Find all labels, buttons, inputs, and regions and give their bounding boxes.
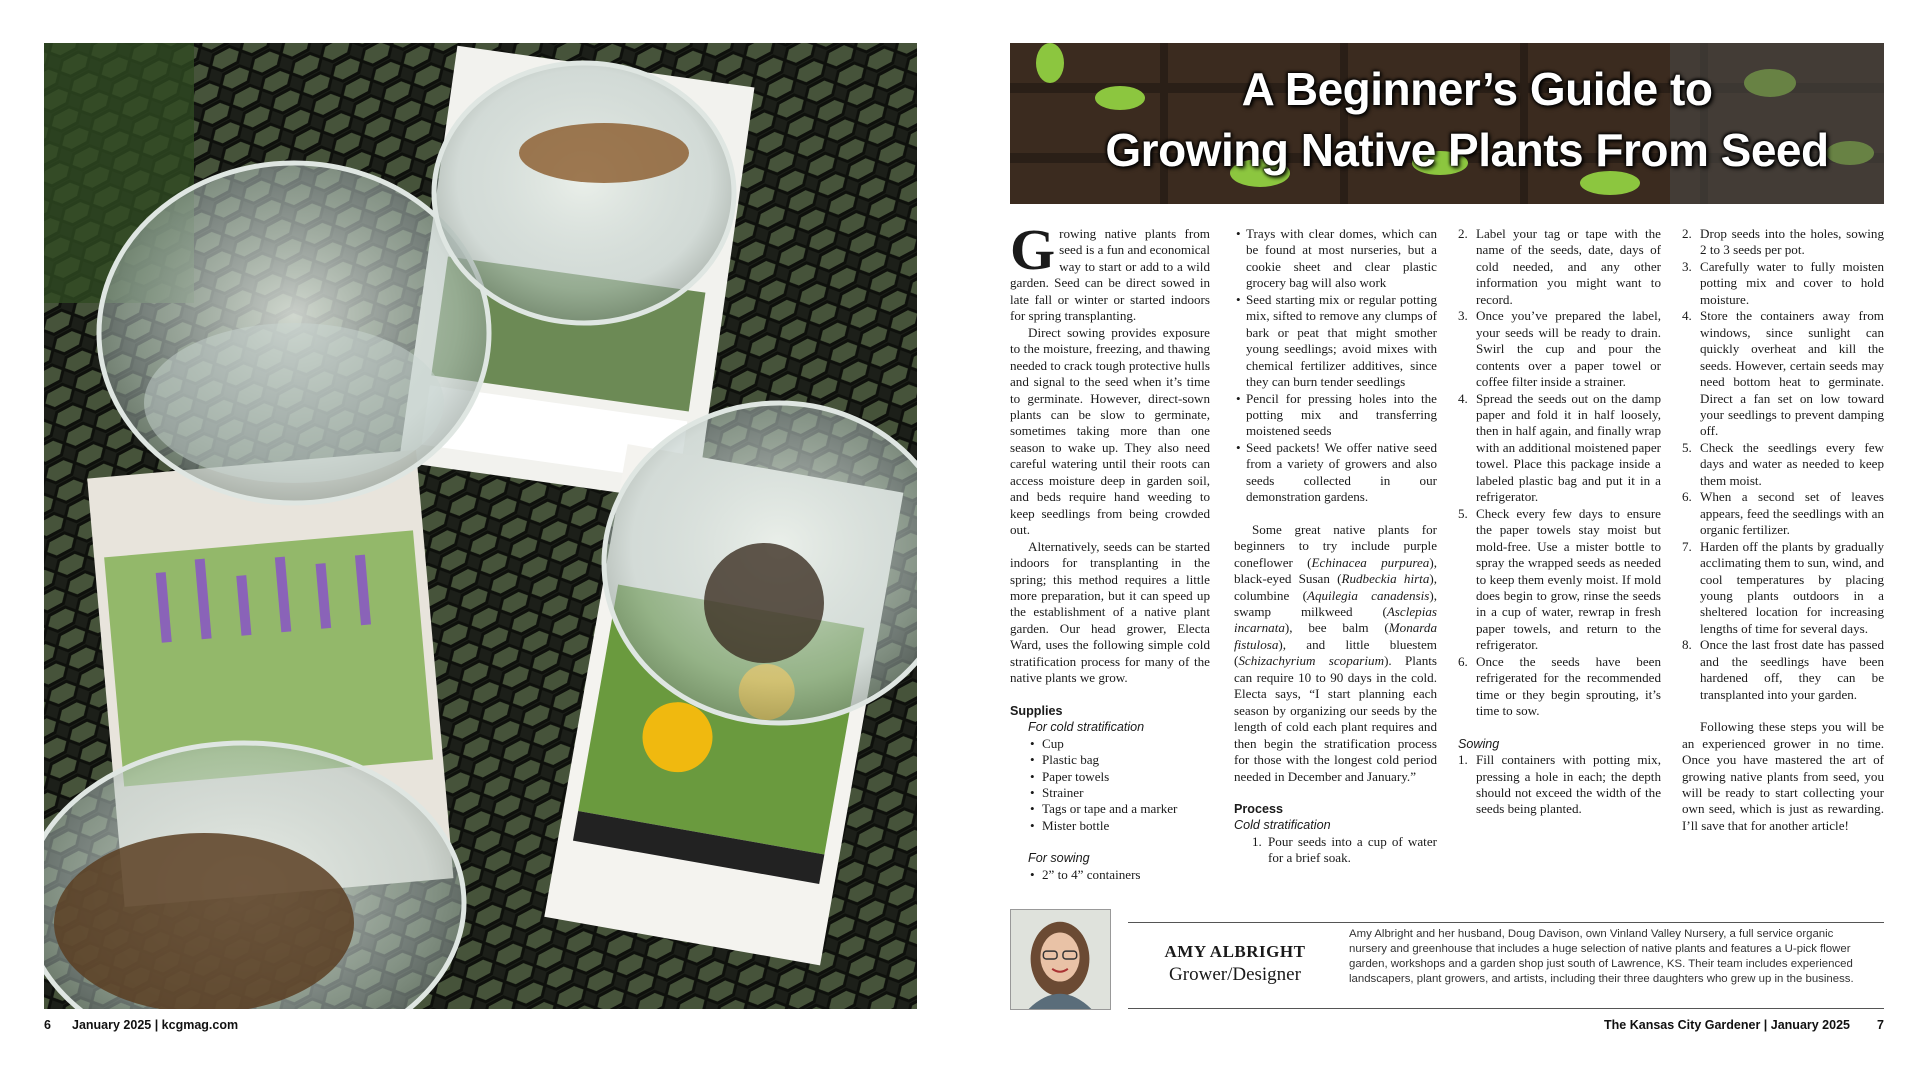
author-portrait [1011, 910, 1110, 1009]
intro-paragraph [1010, 217, 1211, 325]
sowing-heading: Sowing [1458, 736, 1500, 751]
list-item: • Pencil for pressing holes into the potting mix and transferring moistened seeds [1234, 391, 1437, 440]
list-item: 3. Once you’ve prepared the label, your seeds will be ready to drain. Swirl the cup and pour the contents over a paper towel or coffee filter inside a strainer. [1458, 308, 1661, 390]
sowing-supplies-continued [1234, 226, 1437, 506]
author-bio: Amy Albright and her husband, Doug Davison, own Vinland Valley Nursery, a full service organic nursery and greenhouse that includes a huge selection of native plants and features a U-pick flower garden, workshops and a garden shop just south of Lawrence, KS. Their team includes experienced landscapers, plant growers, and artists, including their three daughters who grew up in the business. [1349, 928, 1854, 985]
process-heading: Process [1234, 801, 1284, 816]
list-item: 4. Store the containers away from windows, since sunlight can quickly overheat and kill the seeds. However, certain seeds may need bottom heat to germinate. Direct a fan set on low toward your seedlings to prevent damping off. [1682, 308, 1884, 439]
cold-supplies-list [1010, 736, 1210, 835]
drop-cap: G [1010, 217, 1056, 282]
author-divider-top [1128, 922, 1884, 923]
right-page-number: 7 [1877, 1018, 1884, 1032]
closing-paragraph: Following these steps you will be an experienced grower in no time. Once you have mastered the art of growing native plants from seed, you will be ready to start collecting your own seed, which is just as rewarding. I’ll save that for another article! [1682, 719, 1884, 833]
list-item: • Strainer [1010, 785, 1210, 801]
list-item: 5. Check every few days to ensure the paper towels stay moist but mold-free. Use a mister bottle to spray the wrapped seeds as needed to keep them evenly moist. If mold does begin to grow, rinse the seeds in a cup of water, rewrap in fresh paper towels, and return to the refrigerator. [1458, 505, 1661, 653]
list-item: • Trays with clear domes, which can be found at most nurseries, but a cookie sheet and clear plastic grocery bag will also work [1234, 226, 1437, 292]
sowing-supplies-heading: For sowing [1028, 851, 1090, 866]
list-item: 1. Pour seeds into a cup of water for a brief soak. [1252, 833, 1437, 866]
list-item: • Seed packets! We offer native seed from a variety of growers and also seeds collected in our demonstration gardens. [1234, 440, 1437, 506]
cold-stratification-steps-continued [1458, 226, 1661, 720]
direct-sowing-paragraph: Direct sowing provides exposure to the moisture, freezing, and thawing needed to crack tough protective hulls and signal to the seed when it’s time to germinate. However, direct-sown plants can be slow to germinate, sometimes taking more than one season to wake up. They also need careful watering until their roots can access moisture deep in garden soil, and beds require hand weeding to keep seedlings from being crowded out. [1010, 324, 1210, 538]
list-item: 4. Spread the seeds out on the damp paper and fold it in half loosely, then in half again, and finally wrap with an additional moistened paper towel. Place this package inside a labeled plastic bag and put it in a refrigerator. [1458, 390, 1661, 505]
list-item: 8. Once the last frost date has passed and the seedlings have been hardened off, they can be transplanted into your garden. [1682, 637, 1884, 702]
list-item: • Tags or tape and a marker [1010, 801, 1210, 817]
cold-stratification-heading: Cold stratification [1234, 818, 1331, 833]
left-footer-text: January 2025 | kcgmag.com [72, 1018, 239, 1032]
cold-stratification-supplies-heading: For cold stratification [1028, 720, 1145, 735]
list-item: • Seed starting mix or regular potting mix, sifted to remove any clumps of bark or peat that might smother young seedlings; avoid mixes with chemical fertilizer additives, since they can burn tender seedlings [1234, 292, 1437, 391]
supplies-heading: Supplies [1010, 703, 1063, 718]
author-role: Grower/Designer [1169, 964, 1301, 985]
list-item: • Plastic bag [1010, 752, 1210, 768]
list-item: 2. Label your tag or tape with the name of the seeds, date, days of cold needed, and any other information you might want to record. [1458, 226, 1661, 307]
list-item: 2. Drop seeds into the holes, sowing 2 to 3 seeds per pot. [1682, 226, 1884, 258]
sowing-steps [1458, 752, 1661, 818]
list-item: • Mister bottle [1010, 818, 1210, 834]
list-item: 1. Fill containers with potting mix, pressing a hole in each; the depth should not exceed the width of the seeds being planted. [1458, 752, 1661, 817]
native-plants-paragraph: Some great native plants for beginners to try include purple coneflower (Echinacea purpurea), black-eyed Susan (Rudbeckia hirta), columbine (Aquilegia canadensis), swamp milkweed (Asclepias incarnata), bee balm (Monarda fistulosa), and little bluestem (Schizachyrium scoparium). Plants can require 10 to 90 days in the cold. Electa says, “I start planning each season by organizing our seeds by the length of cold each plant requires and then begin the stratification process for those with the longest cold period needed in December and January.” [1234, 521, 1438, 784]
intro-text: rowing native plants from seed is a fun and economical way to start or add to a wild garden. Seed can be direct sowed in late fall or winter or started indoors for spring transplanting. [1010, 226, 1211, 324]
list-item: • Cup [1010, 736, 1210, 752]
alternative-paragraph: Alternatively, seeds can be started indoors for transplanting in the spring; this method requires a little more preparation, but it can speed up the establishment of a native plant garden. Our head grower, Electa Ward, uses the following simple cold stratification process for many of the native plants we grow. [1010, 538, 1210, 686]
author-avatar [1010, 909, 1111, 1010]
article-header-banner [1010, 43, 1884, 204]
article-column-1 [1010, 217, 1211, 883]
sowing-supplies-list [1010, 867, 1210, 883]
list-item: • Paper towels [1010, 769, 1210, 785]
list-item: 6. Once the seeds have been refrigerated for the recommended time or they begin sprouting, it’s time to sow. [1458, 653, 1661, 719]
title-line-2: Growing Native Plants From Seed [1105, 124, 1829, 176]
article-column-2 [1234, 226, 1437, 867]
list-item: 7. Harden off the plants by gradually acclimating them to sun, wind, and cool temperatures by placing young plants outdoors in a sheltered location for increasing lengths of time for several days. [1682, 538, 1884, 636]
seed-stratification-photo [44, 43, 917, 1009]
sowing-steps-continued [1682, 226, 1884, 703]
photo-illustration [44, 43, 917, 1009]
list-item: 5. Check the seedlings every few days and water as needed to keep them moist. [1682, 439, 1884, 488]
list-item: 6. When a second set of leaves appears, feed the seedlings with an organic fertilizer. [1682, 489, 1884, 538]
list-item: • 2” to 4” containers [1010, 867, 1210, 883]
article-column-3 [1458, 226, 1661, 818]
author-divider-bottom [1128, 1008, 1884, 1009]
title-line-1: A Beginner’s Guide to [1241, 63, 1713, 115]
article-column-4 [1682, 226, 1884, 834]
left-page-number: 6 [44, 1018, 51, 1032]
author-name: AMY ALBRIGHT [1164, 942, 1306, 961]
right-footer-text: The Kansas City Gardener | January 2025 [1604, 1018, 1850, 1032]
cold-stratification-steps [1234, 834, 1437, 867]
list-item: 3. Carefully water to fully moisten potting mix and cover to hold moisture. [1682, 258, 1884, 307]
article-title [1010, 59, 1884, 181]
